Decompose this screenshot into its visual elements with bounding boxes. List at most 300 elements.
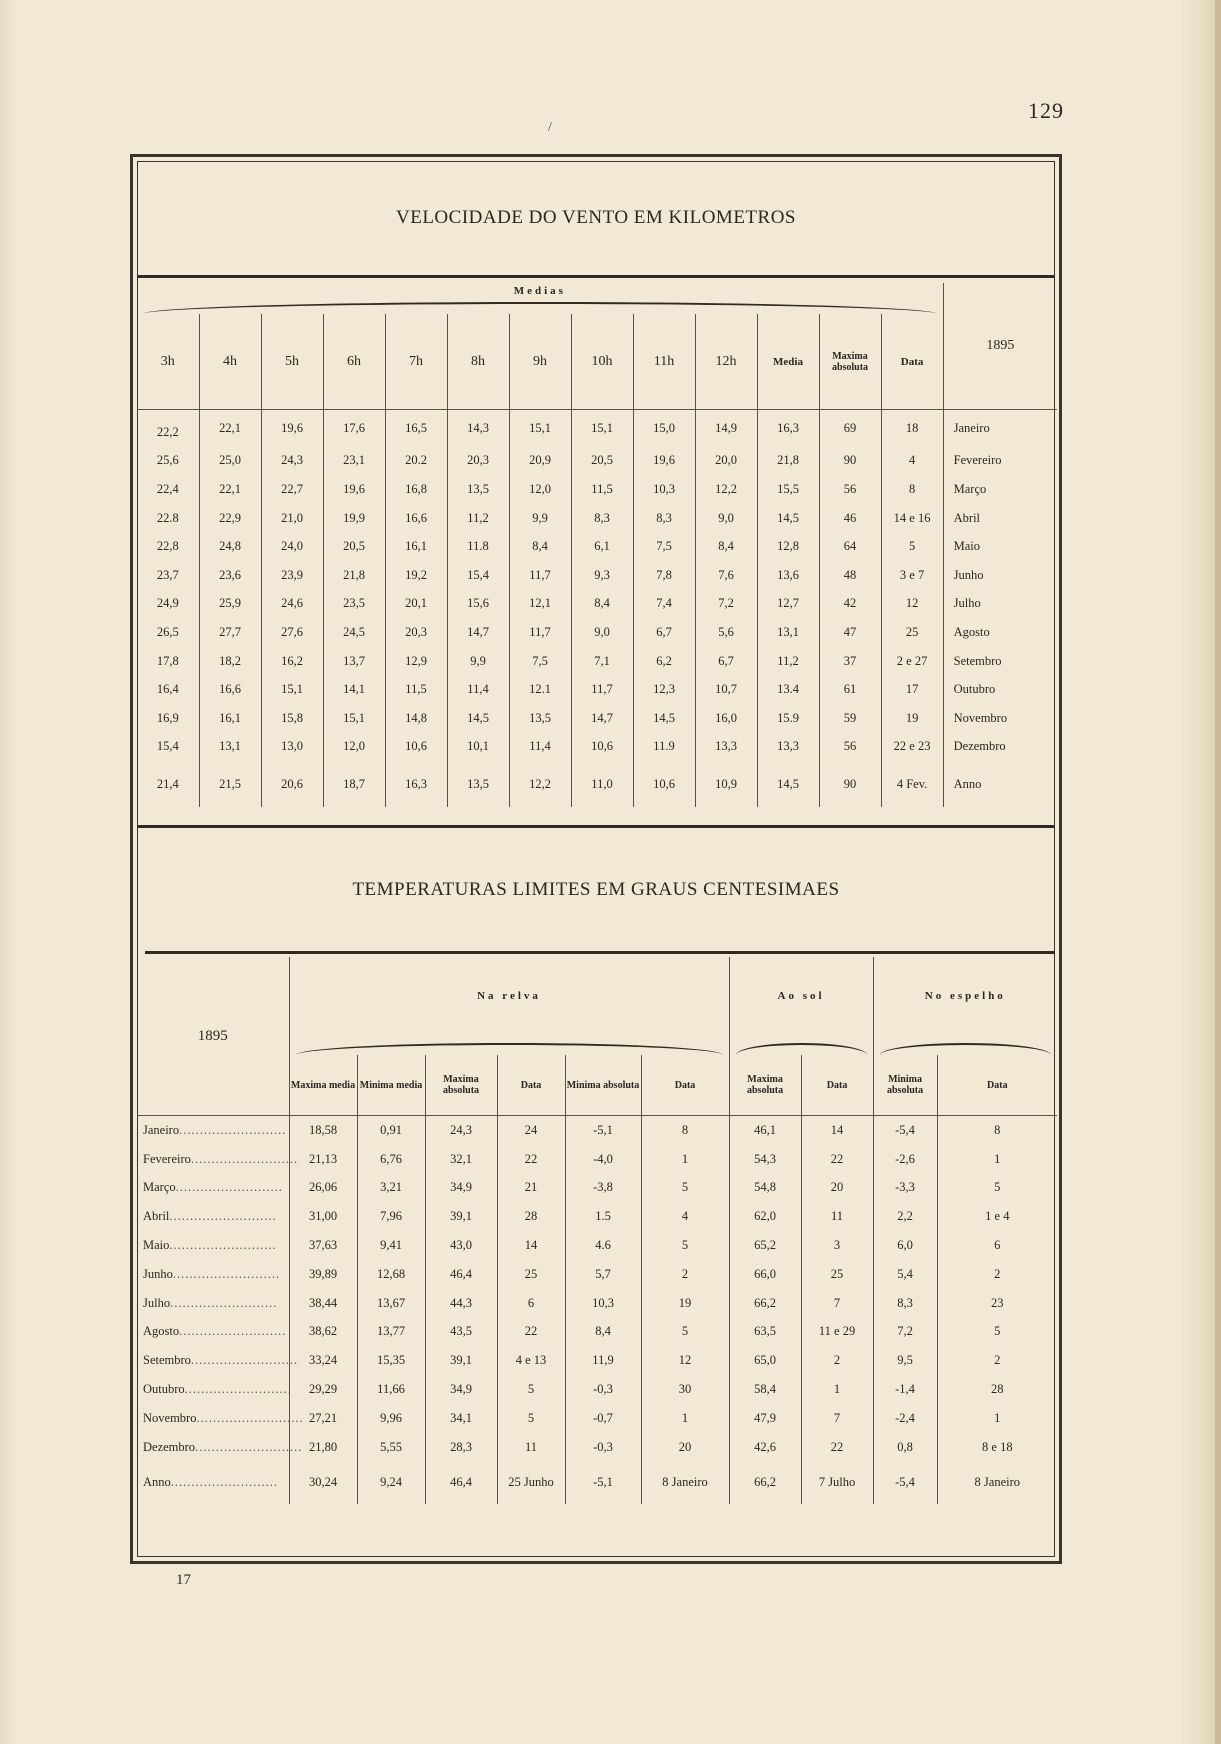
value-cell: 18,7	[323, 761, 385, 807]
value-cell: 66,0	[729, 1260, 801, 1289]
value-cell: 12,3	[633, 675, 695, 704]
value-cell: 25,9	[199, 590, 261, 619]
value-cell: 12,8	[757, 532, 819, 561]
value-cell: 11,5	[385, 675, 447, 704]
value-cell: 69	[819, 410, 881, 447]
value-cell: 16,1	[385, 532, 447, 561]
value-cell: 26,5	[137, 618, 199, 647]
month-label: Maio	[143, 1238, 170, 1253]
no-espelho-brace	[880, 1043, 1052, 1055]
value-cell: 90	[819, 447, 881, 476]
value-cell: 9,96	[357, 1404, 425, 1433]
value-cell: 19	[641, 1289, 729, 1318]
col-espelho-data: Data	[987, 1079, 1008, 1091]
value-cell: 17,6	[323, 410, 385, 447]
value-cell: 18	[881, 410, 943, 447]
month-label: Anno	[143, 1475, 171, 1490]
value-cell: 22	[497, 1145, 565, 1174]
value-cell: 9,24	[357, 1462, 425, 1504]
value-cell: 15,0	[633, 410, 695, 447]
value-cell: 28,3	[425, 1433, 497, 1462]
value-cell: 23,5	[323, 590, 385, 619]
month-cell: Junho	[953, 567, 984, 582]
month-label: Dezembro	[143, 1439, 196, 1454]
value-cell: 6,0	[873, 1231, 937, 1260]
value-cell: 14,1	[323, 675, 385, 704]
month-label: Abril	[143, 1209, 170, 1224]
group-na-relva	[289, 957, 729, 1055]
month-label: Junho	[143, 1266, 173, 1281]
leader-dots: ..........................	[179, 1122, 287, 1137]
value-cell: -5,1	[565, 1462, 641, 1504]
value-cell: 24,6	[261, 590, 323, 619]
value-cell: 28	[497, 1202, 565, 1231]
month-label: Janeiro	[143, 1122, 180, 1137]
value-cell: 23,9	[261, 561, 323, 590]
value-cell: 22,9	[199, 504, 261, 533]
value-cell: 58,4	[729, 1375, 801, 1404]
col-data: Data	[881, 314, 943, 410]
table-row	[137, 1346, 1057, 1375]
value-cell: 12,2	[695, 475, 757, 504]
value-cell: 30	[641, 1375, 729, 1404]
value-cell: 2	[994, 1266, 1001, 1281]
value-cell: 9,9	[509, 504, 571, 533]
value-cell: 18,2	[199, 647, 261, 676]
table-row	[137, 1202, 1057, 1231]
value-cell: 48	[819, 561, 881, 590]
value-cell: 37,63	[289, 1231, 357, 1260]
value-cell: 2 e 27	[881, 647, 943, 676]
value-cell: 2,2	[873, 1202, 937, 1231]
value-cell: 0,91	[357, 1116, 425, 1145]
col-12h: 12h	[695, 314, 757, 410]
ao-sol-label: Ao sol	[777, 990, 825, 1002]
value-cell: 38,44	[289, 1289, 357, 1318]
col-sol-maxima-absoluta: Maxima absoluta	[729, 1055, 801, 1116]
value-cell: 13,1	[757, 618, 819, 647]
month-cell: Março	[953, 481, 987, 496]
value-cell: 0,8	[873, 1433, 937, 1462]
value-cell: 22,8	[137, 532, 199, 561]
value-cell: 9,5	[873, 1346, 937, 1375]
value-cell: 12.1	[509, 675, 571, 704]
col-minima-media: Minima media	[357, 1055, 425, 1116]
value-cell: 7,2	[695, 590, 757, 619]
value-cell: 44,3	[425, 1289, 497, 1318]
table-row	[137, 1433, 1057, 1462]
wind-bottom-rule	[137, 825, 1055, 828]
value-cell: 1	[994, 1410, 1001, 1425]
temp-anno-row	[137, 1462, 1057, 1504]
value-cell: 8 e 18	[982, 1439, 1013, 1454]
value-cell: 20,3	[447, 447, 509, 476]
value-cell: 27,21	[289, 1404, 357, 1433]
month-cell	[137, 1462, 289, 1504]
value-cell: 21	[497, 1174, 565, 1203]
value-cell: 14,7	[447, 618, 509, 647]
value-cell: 16,9	[137, 704, 199, 733]
month-label: Fevereiro	[143, 1151, 191, 1166]
value-cell: 15,1	[323, 704, 385, 733]
col-11h: 11h	[633, 314, 695, 410]
value-cell: 7 Julho	[801, 1462, 873, 1504]
leader-dots: ..........................	[190, 1353, 299, 1368]
table-row	[137, 447, 1057, 476]
wind-title-rule	[137, 275, 1055, 278]
table-row	[137, 1318, 1057, 1347]
month-cell: Novembro	[953, 710, 1008, 725]
value-cell: 19,9	[323, 504, 385, 533]
value-cell: 15,1	[261, 675, 323, 704]
value-cell: 15,4	[137, 733, 199, 762]
wind-velocity-table	[137, 283, 1057, 807]
value-cell: 6,2	[633, 647, 695, 676]
value-cell: 11	[497, 1433, 565, 1462]
month-cell	[137, 1116, 289, 1145]
month-label: Julho	[143, 1295, 171, 1310]
value-cell: 25,0	[199, 447, 261, 476]
col-maxima-media: Maxima media	[289, 1055, 357, 1116]
value-cell: 30,24	[289, 1462, 357, 1504]
month-cell	[137, 1231, 289, 1260]
value-cell: 43,0	[425, 1231, 497, 1260]
value-cell: 47,9	[729, 1404, 801, 1433]
value-cell: 10,1	[447, 733, 509, 762]
table-row	[137, 1375, 1057, 1404]
value-cell: 14,5	[757, 761, 819, 807]
month-label: Outubro	[143, 1382, 185, 1397]
value-cell: 39,1	[425, 1202, 497, 1231]
value-cell: 1	[641, 1404, 729, 1433]
value-cell: 13,1	[199, 733, 261, 762]
value-cell: 34,1	[425, 1404, 497, 1433]
value-cell: 14,7	[571, 704, 633, 733]
value-cell: 19,6	[261, 410, 323, 447]
value-cell: 8,3	[633, 504, 695, 533]
value-cell: 14	[801, 1116, 873, 1145]
value-cell: 5,6	[695, 618, 757, 647]
value-cell: 7	[801, 1404, 873, 1433]
value-cell: 25	[881, 618, 943, 647]
value-cell: 24,3	[261, 447, 323, 476]
value-cell: 19,6	[633, 447, 695, 476]
col-relva-data-max: Data	[497, 1055, 565, 1116]
wind-year-header: 1895	[943, 283, 1057, 410]
value-cell: 5	[994, 1324, 1001, 1339]
value-cell: 14,5	[633, 704, 695, 733]
value-cell: 11,4	[509, 733, 571, 762]
value-cell: 10,6	[571, 733, 633, 762]
value-cell: 7,8	[633, 561, 695, 590]
month-label: Setembro	[143, 1353, 191, 1368]
temp-group-header-row	[137, 957, 1057, 1055]
value-cell: 29,29	[289, 1375, 357, 1404]
value-cell: 25 Junho	[497, 1462, 565, 1504]
value-cell: 1 e 4	[985, 1209, 1010, 1224]
value-cell: 21,8	[757, 447, 819, 476]
value-cell: 17	[881, 675, 943, 704]
value-cell: 2	[641, 1260, 729, 1289]
value-cell: 27,6	[261, 618, 323, 647]
temp-year-header: 1895	[137, 957, 289, 1116]
temp-table-body	[137, 1116, 1057, 1504]
leader-dots: ..........................	[196, 1410, 304, 1425]
value-cell: 47	[819, 618, 881, 647]
value-cell: 21,4	[137, 761, 199, 807]
value-cell: 6,76	[357, 1145, 425, 1174]
value-cell: 90	[819, 761, 881, 807]
value-cell: 7,5	[509, 647, 571, 676]
value-cell: 11	[801, 1202, 873, 1231]
value-cell: 20,9	[509, 447, 571, 476]
value-cell: 65,0	[729, 1346, 801, 1375]
value-cell: 20,5	[323, 532, 385, 561]
value-cell: 8	[881, 475, 943, 504]
value-cell: 15,35	[357, 1346, 425, 1375]
value-cell: 22	[801, 1433, 873, 1462]
value-cell: 18,58	[289, 1116, 357, 1145]
value-cell: 13,5	[447, 475, 509, 504]
value-cell: 13,6	[757, 561, 819, 590]
value-cell: 42,6	[729, 1433, 801, 1462]
value-cell: 62,0	[729, 1202, 801, 1231]
value-cell: 8 Janeiro	[641, 1462, 729, 1504]
month-label: Agosto	[143, 1324, 180, 1339]
value-cell: -4,0	[565, 1145, 641, 1174]
month-cell	[137, 1260, 289, 1289]
value-cell: 46,1	[729, 1116, 801, 1145]
value-cell: 12,2	[509, 761, 571, 807]
col-media: Media	[757, 314, 819, 410]
table-row	[137, 704, 1057, 733]
value-cell: 3 e 7	[881, 561, 943, 590]
value-cell: 7	[801, 1289, 873, 1318]
value-cell: 9,9	[447, 647, 509, 676]
month-cell: Abril	[953, 510, 981, 525]
value-cell: 14,5	[447, 704, 509, 733]
value-cell: 31,00	[289, 1202, 357, 1231]
value-cell: 33,24	[289, 1346, 357, 1375]
value-cell: 6,7	[695, 647, 757, 676]
value-cell: 6,7	[633, 618, 695, 647]
value-cell: 7,1	[571, 647, 633, 676]
value-cell: 4.6	[565, 1231, 641, 1260]
value-cell: 15,1	[509, 410, 571, 447]
wind-anno-row	[137, 761, 1057, 807]
value-cell: 23,6	[199, 561, 261, 590]
col-relva-maxima-absoluta: Maxima absoluta	[425, 1055, 497, 1116]
temp-title-rule	[145, 951, 1055, 954]
value-cell: 11,7	[509, 561, 571, 590]
value-cell: 15,8	[261, 704, 323, 733]
col-7h: 7h	[385, 314, 447, 410]
leader-dots: ..........................	[169, 1209, 277, 1224]
medias-group-header	[137, 283, 943, 314]
value-cell: 16,3	[757, 410, 819, 447]
value-cell: 8	[994, 1122, 1001, 1137]
leader-dots: ..........................	[190, 1151, 299, 1166]
value-cell: 59	[819, 704, 881, 733]
value-cell: 10,9	[695, 761, 757, 807]
value-cell: 15,5	[757, 475, 819, 504]
value-cell: 24,3	[425, 1116, 497, 1145]
value-cell: 14 e 16	[881, 504, 943, 533]
value-cell: 5	[641, 1318, 729, 1347]
value-cell: -3,3	[873, 1174, 937, 1203]
value-cell: 25	[801, 1260, 873, 1289]
value-cell: 54,8	[729, 1174, 801, 1203]
value-cell: 4 Fev.	[881, 761, 943, 807]
value-cell: 6	[497, 1289, 565, 1318]
table-row	[137, 618, 1057, 647]
table-row	[137, 590, 1057, 619]
value-cell: 5,55	[357, 1433, 425, 1462]
value-cell: 25,6	[137, 447, 199, 476]
leader-dots: ..........................	[184, 1382, 292, 1397]
month-cell	[137, 1174, 289, 1203]
value-cell: 12,7	[757, 590, 819, 619]
value-cell: 22,1	[199, 410, 261, 447]
group-ao-sol	[729, 957, 873, 1055]
value-cell: 8 Janeiro	[974, 1475, 1021, 1490]
value-cell: 16,6	[199, 675, 261, 704]
table-row	[137, 1289, 1057, 1318]
wind-table-body	[137, 410, 1057, 808]
value-cell: 9,3	[571, 561, 633, 590]
col-8h: 8h	[447, 314, 509, 410]
value-cell: 24,8	[199, 532, 261, 561]
wind-group-header-row	[137, 283, 1057, 314]
month-cell	[137, 1433, 303, 1462]
value-cell: 11,2	[447, 504, 509, 533]
value-cell: 11,9	[565, 1346, 641, 1375]
value-cell: 27,7	[199, 618, 261, 647]
value-cell: 32,1	[425, 1145, 497, 1174]
value-cell: 9,0	[695, 504, 757, 533]
value-cell: 61	[819, 675, 881, 704]
value-cell: 20,0	[695, 447, 757, 476]
value-cell: 13,67	[357, 1289, 425, 1318]
value-cell: 22.8	[137, 504, 199, 533]
value-cell: 22	[801, 1145, 873, 1174]
value-cell: 15.9	[757, 704, 819, 733]
value-cell: 20,3	[385, 618, 447, 647]
leader-dots: ..........................	[172, 1266, 281, 1281]
value-cell: 8,4	[695, 532, 757, 561]
ao-sol-brace	[736, 1043, 867, 1055]
value-cell: 11 e 29	[801, 1318, 873, 1347]
month-cell: Julho	[953, 596, 981, 611]
value-cell: 5	[881, 532, 943, 561]
value-cell: 24,9	[137, 590, 199, 619]
value-cell: 21,13	[289, 1145, 357, 1174]
value-cell: 13,0	[261, 733, 323, 762]
value-cell: 13,3	[695, 733, 757, 762]
month-cell	[137, 1145, 299, 1174]
month-cell: Agosto	[953, 624, 990, 639]
value-cell: 46,4	[425, 1462, 497, 1504]
table-row	[137, 1145, 1057, 1174]
value-cell: 11,66	[357, 1375, 425, 1404]
month-label: Novembro	[143, 1410, 197, 1425]
value-cell: 11,7	[571, 675, 633, 704]
month-cell: Setembro	[953, 653, 1002, 668]
value-cell: 22	[497, 1318, 565, 1347]
value-cell: 13,5	[447, 761, 509, 807]
table-row	[137, 1174, 1057, 1203]
col-relva-minima-absoluta: Minima absoluta	[565, 1055, 641, 1116]
value-cell: 15,1	[571, 410, 633, 447]
value-cell: 5	[641, 1174, 729, 1203]
value-cell: 12,68	[357, 1260, 425, 1289]
value-cell: 12	[881, 590, 943, 619]
value-cell: 66,2	[729, 1289, 801, 1318]
value-cell: 21,80	[289, 1433, 357, 1462]
col-sol-data: Data	[801, 1055, 873, 1116]
no-espelho-label: No espelho	[924, 990, 1006, 1002]
table-row	[137, 561, 1057, 590]
value-cell: 12,0	[509, 475, 571, 504]
value-cell: 16,5	[385, 410, 447, 447]
value-cell: 2	[801, 1346, 873, 1375]
wind-table-title: VELOCIDADE DO VENTO EM KILOMETROS	[396, 207, 796, 228]
value-cell: 39,89	[289, 1260, 357, 1289]
value-cell: 21,5	[199, 761, 261, 807]
table-row	[137, 532, 1057, 561]
value-cell: 6	[994, 1238, 1001, 1253]
value-cell: 56	[819, 475, 881, 504]
folio-mark: /	[548, 120, 552, 135]
table-row	[137, 1231, 1057, 1260]
value-cell: 20,5	[571, 447, 633, 476]
medias-brace	[143, 302, 937, 314]
value-cell: 4 e 13	[497, 1346, 565, 1375]
table-row	[137, 733, 1057, 762]
value-cell: 26,06	[289, 1174, 357, 1203]
value-cell: 14,9	[695, 410, 757, 447]
value-cell: 37	[819, 647, 881, 676]
value-cell: -0,3	[565, 1433, 641, 1462]
temperature-limits-table	[137, 957, 1057, 1504]
value-cell: 1	[801, 1375, 873, 1404]
value-cell: 8,4	[565, 1318, 641, 1347]
value-cell: 65,2	[729, 1231, 801, 1260]
col-6h: 6h	[323, 314, 385, 410]
value-cell: 10,6	[385, 733, 447, 762]
na-relva-brace	[296, 1043, 723, 1055]
col-3h: 3h	[137, 314, 199, 410]
table-row	[137, 647, 1057, 676]
table-row	[137, 504, 1057, 533]
value-cell: 11,5	[571, 475, 633, 504]
leader-dots: ..........................	[179, 1324, 287, 1339]
value-cell: 24	[497, 1116, 565, 1145]
value-cell: 22 e 23	[881, 733, 943, 762]
value-cell: 25	[497, 1260, 565, 1289]
value-cell: -3,8	[565, 1174, 641, 1203]
value-cell: 11.9	[633, 733, 695, 762]
value-cell: 7,4	[633, 590, 695, 619]
value-cell: 5,4	[873, 1260, 937, 1289]
value-cell: 24,0	[261, 532, 323, 561]
value-cell: -2,6	[873, 1145, 937, 1174]
value-cell: 23	[991, 1295, 1004, 1310]
col-relva-data-min: Data	[641, 1055, 729, 1116]
signature-mark: 17	[176, 1572, 191, 1588]
value-cell: 16,8	[385, 475, 447, 504]
value-cell: 4	[641, 1202, 729, 1231]
